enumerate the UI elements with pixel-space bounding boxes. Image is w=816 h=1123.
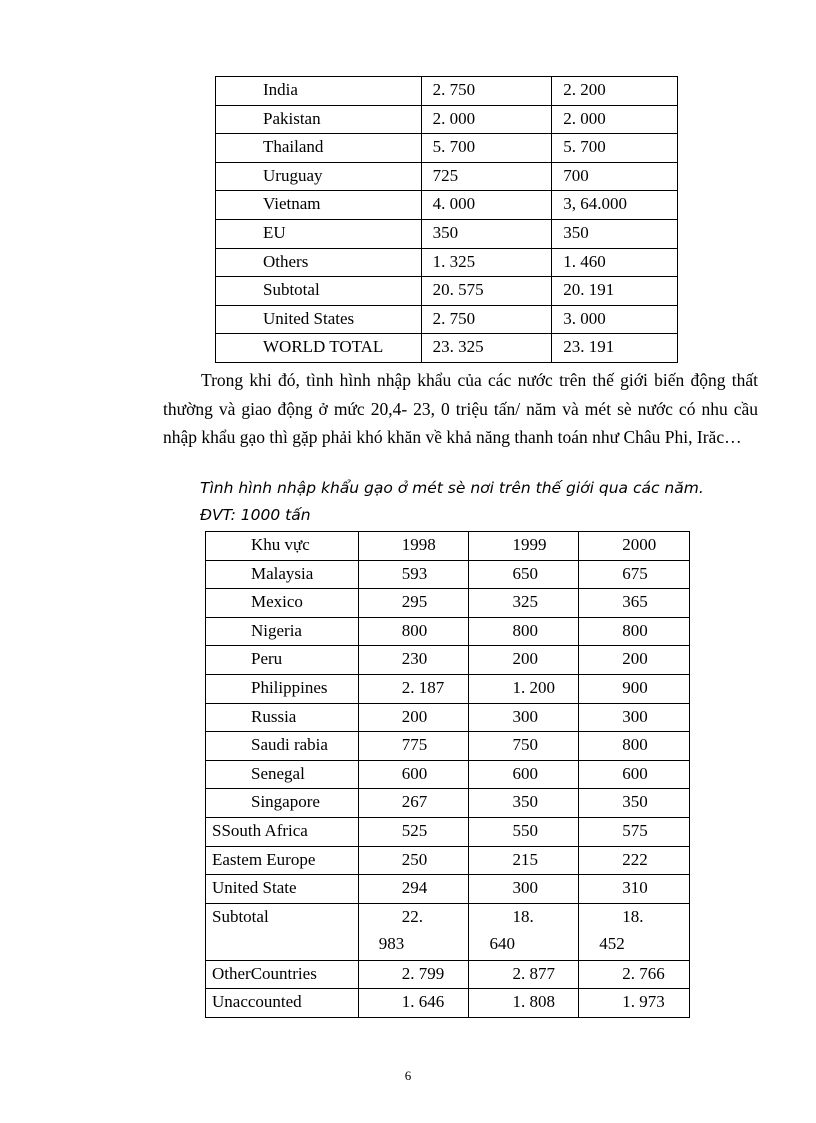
table-row	[206, 617, 690, 646]
value-cell: 600	[358, 760, 469, 789]
table-row	[206, 646, 690, 675]
page-number: 6	[404, 1068, 412, 1083]
table-unit: ĐVT: 1000 tấn	[200, 506, 311, 524]
region-cell: Peru	[206, 646, 359, 675]
value-cell: 350	[579, 789, 690, 818]
table-row	[206, 532, 690, 561]
value-cell: 350	[552, 219, 678, 248]
value-cell: 800	[579, 732, 690, 761]
table-row	[206, 846, 690, 875]
value-cell: 2. 200	[552, 77, 678, 106]
value-cell	[469, 903, 579, 960]
table-row	[216, 277, 678, 306]
value-cell: 2. 799	[358, 960, 469, 989]
value-cell: 294	[358, 875, 469, 904]
value-part: 18.	[512, 906, 534, 926]
value-cell: 5. 700	[421, 134, 552, 163]
value-cell: 230	[358, 646, 469, 675]
value-cell: 1. 200	[469, 674, 579, 703]
value-cell: 700	[552, 162, 678, 191]
value-cell: 250	[358, 846, 469, 875]
table-row	[206, 674, 690, 703]
region-cell: Subtotal	[206, 903, 359, 960]
value-cell: 300	[469, 875, 579, 904]
value-cell: 800	[579, 617, 690, 646]
region-cell: Mexico	[206, 589, 359, 618]
value-cell: 1. 646	[358, 989, 469, 1018]
table-row	[206, 817, 690, 846]
value-cell: 222	[579, 846, 690, 875]
value-cell: 1. 460	[552, 248, 678, 277]
country-cell: WORLD TOTAL	[216, 334, 422, 363]
value-part: 452	[599, 933, 625, 953]
value-part: 983	[378, 933, 405, 953]
value-cell	[358, 903, 469, 960]
value-cell: 600	[579, 760, 690, 789]
value-cell: 23. 325	[421, 334, 552, 363]
table-row	[216, 191, 678, 220]
table-row	[206, 703, 690, 732]
table-row	[216, 134, 678, 163]
table-row	[206, 732, 690, 761]
value-cell: 20. 575	[421, 277, 552, 306]
value-cell: 575	[579, 817, 690, 846]
table-row	[206, 875, 690, 904]
table-row	[216, 305, 678, 334]
table-row	[206, 789, 690, 818]
value-cell: 2. 877	[469, 960, 579, 989]
region-cell: Khu vực	[206, 532, 359, 561]
table-row	[216, 219, 678, 248]
value-cell: 3, 64.000	[552, 191, 678, 220]
country-cell: United States	[216, 305, 422, 334]
value-cell: 300	[469, 703, 579, 732]
value-cell: 750	[469, 732, 579, 761]
value-cell: 725	[421, 162, 552, 191]
table-row	[216, 105, 678, 134]
value-cell: 675	[579, 560, 690, 589]
country-cell: Others	[216, 248, 422, 277]
value-cell: 800	[358, 617, 469, 646]
value-part: 640	[489, 933, 515, 953]
value-cell: 300	[579, 703, 690, 732]
value-cell: 200	[358, 703, 469, 732]
country-cell: Vietnam	[216, 191, 422, 220]
value-cell: 295	[358, 589, 469, 618]
value-cell: 200	[579, 646, 690, 675]
region-cell: Nigeria	[206, 617, 359, 646]
value-cell: 350	[421, 219, 552, 248]
table-row	[216, 334, 678, 363]
value-cell: 800	[469, 617, 579, 646]
country-cell: India	[216, 77, 422, 106]
value-cell: 23. 191	[552, 334, 678, 363]
value-cell: 3. 000	[552, 305, 678, 334]
value-cell: 593	[358, 560, 469, 589]
value-cell: 267	[358, 789, 469, 818]
value-cell: 900	[579, 674, 690, 703]
region-cell: Malaysia	[206, 560, 359, 589]
rice-import-table	[205, 531, 690, 1018]
subtotal-row	[206, 903, 690, 960]
value-cell: 325	[469, 589, 579, 618]
value-cell: 600	[469, 760, 579, 789]
value-cell: 775	[358, 732, 469, 761]
table-row	[206, 760, 690, 789]
value-cell: 1998	[358, 532, 469, 561]
region-cell: Saudi rabia	[206, 732, 359, 761]
value-cell: 5. 700	[552, 134, 678, 163]
value-cell: 650	[469, 560, 579, 589]
table-row	[206, 989, 690, 1018]
country-cell: EU	[216, 219, 422, 248]
table-row	[216, 248, 678, 277]
value-cell	[579, 903, 690, 960]
value-cell: 2. 750	[421, 305, 552, 334]
value-cell: 2000	[579, 532, 690, 561]
table-row	[206, 589, 690, 618]
country-cell: Thailand	[216, 134, 422, 163]
value-cell: 1. 808	[469, 989, 579, 1018]
value-cell: 215	[469, 846, 579, 875]
value-part: 18.	[622, 906, 644, 926]
country-cell: Subtotal	[216, 277, 422, 306]
value-cell: 2. 766	[579, 960, 690, 989]
region-cell: Eastem Europe	[206, 846, 359, 875]
value-cell: 365	[579, 589, 690, 618]
region-cell: SSouth Africa	[206, 817, 359, 846]
value-cell: 4. 000	[421, 191, 552, 220]
region-cell: Unaccounted	[206, 989, 359, 1018]
value-cell: 1. 973	[579, 989, 690, 1018]
value-cell: 2. 000	[552, 105, 678, 134]
table-row	[216, 162, 678, 191]
value-cell: 310	[579, 875, 690, 904]
value-cell: 350	[469, 789, 579, 818]
value-cell: 525	[358, 817, 469, 846]
value-cell: 2. 750	[421, 77, 552, 106]
region-cell: Philippines	[206, 674, 359, 703]
region-cell: OtherCountries	[206, 960, 359, 989]
country-cell: Pakistan	[216, 105, 422, 134]
region-cell: Singapore	[206, 789, 359, 818]
value-part: 22.	[401, 906, 423, 926]
value-cell: 200	[469, 646, 579, 675]
value-cell: 1. 325	[421, 248, 552, 277]
paragraph-text: Trong khi đó, tình hình nhập khẩu của các nước trên thế giới biến động thất thường và giao động ở mức 20,4- 23, 0 triệu tấn/ năm và mét sè nước có nhu cầu nhập khẩu gạo thì gặp phải khó khăn về khả năng thanh toán như Châu Phi, Irăc…	[163, 370, 758, 448]
body-paragraph	[163, 366, 758, 452]
region-cell: United State	[206, 875, 359, 904]
region-cell: Senegal	[206, 760, 359, 789]
table-caption: Tình hình nhập khẩu gạo ở mét sè nơi trên thế giới qua các năm.	[200, 479, 704, 497]
value-cell: 2. 187	[358, 674, 469, 703]
country-cell: Uruguay	[216, 162, 422, 191]
value-cell: 1999	[469, 532, 579, 561]
value-cell: 20. 191	[552, 277, 678, 306]
value-cell: 550	[469, 817, 579, 846]
region-cell: Russia	[206, 703, 359, 732]
value-cell: 2. 000	[421, 105, 552, 134]
rice-export-table	[215, 76, 678, 363]
table-row	[216, 77, 678, 106]
table-row	[206, 960, 690, 989]
table-row	[206, 560, 690, 589]
